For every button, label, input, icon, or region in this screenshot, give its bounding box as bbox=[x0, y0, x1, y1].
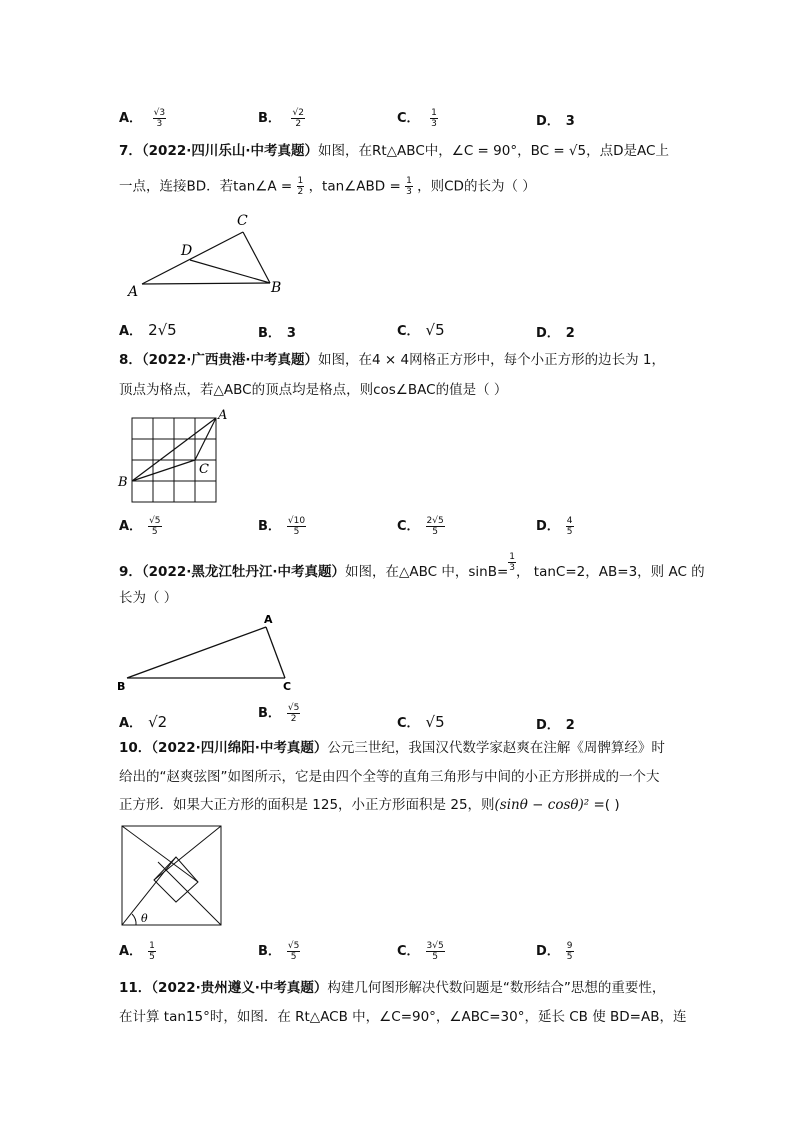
side-ac bbox=[142, 232, 243, 284]
q7-option-a[interactable]: A． 2√5 bbox=[119, 321, 177, 339]
label-b: B bbox=[117, 680, 126, 692]
label-b: B bbox=[271, 280, 282, 296]
label-d: D bbox=[181, 243, 193, 259]
fraction: $\frac{1}{2}$ bbox=[297, 176, 304, 197]
label-a: A bbox=[264, 613, 273, 626]
q8-option-d[interactable]: D． $\frac{4}{5}$ bbox=[536, 516, 573, 537]
side-ab bbox=[142, 283, 270, 284]
q10-line-2: 给出的“赵爽弦图”如图所示，它是由四个全等的直角三角形与中间的小正方形拼成的一个大 bbox=[119, 769, 660, 785]
label-a: A bbox=[218, 408, 228, 423]
label-c: C bbox=[237, 213, 248, 229]
q7-line-1: 7．（2022·四川乐山·中考真题）如图，在Rt△ABC中，∠C = 90°，BC = √5，点D是AC上 bbox=[119, 143, 669, 159]
q9-triangle-figure bbox=[115, 610, 305, 692]
q9-option-a[interactable]: A． √2 bbox=[119, 713, 168, 731]
angle-arc bbox=[132, 914, 136, 925]
q11-line-1: 11．（2022·贵州遵义·中考真题）构建几何图形解决代数问题是“数形结合”思想的重要性， bbox=[119, 980, 666, 996]
label-theta: θ bbox=[141, 912, 148, 925]
q10-option-d[interactable]: D． $\frac{9}{5}$ bbox=[536, 941, 573, 962]
q8-line-2: 顶点为格点，若△ABC的顶点均是格点，则cos∠BAC的值是（ ） bbox=[119, 382, 508, 398]
fraction: $\frac{√3}{3}$ bbox=[153, 108, 166, 129]
q10-option-b[interactable]: B． $\frac{√5}{5}$ bbox=[258, 941, 300, 962]
side-cb bbox=[243, 232, 270, 283]
q11-line-2: 在计算 tan15°时，如图．在 Rt△ACB 中，∠C=90°，∠ABC=30°，延长 CB 使 BD=AB，连 bbox=[119, 1009, 687, 1025]
side-ba bbox=[127, 627, 266, 678]
q9-option-d[interactable]: D． 2 bbox=[536, 718, 575, 733]
q6-option-a[interactable]: A． $\frac{√3}{3}$ bbox=[119, 108, 166, 129]
q7-option-d[interactable]: D． 2 bbox=[536, 326, 575, 341]
q7-option-c[interactable]: C． √5 bbox=[397, 321, 445, 339]
label-c: C bbox=[283, 680, 292, 692]
q9-line-1: 9．（2022·黑龙江牡丹江·中考真题）如图，在△ABC 中，sinB= $\frac{1}{3}$ ， tanC=2，AB=3，则 AC 的 bbox=[119, 552, 705, 580]
q10-line-3: 正方形．如果大正方形的面积是 125，小正方形面积是 25，则(sinθ − cosθ)² =( ) bbox=[119, 797, 620, 813]
q10-option-a[interactable]: A． $\frac{1}{5}$ bbox=[119, 941, 155, 962]
label-c: C bbox=[199, 462, 209, 477]
grid bbox=[132, 418, 216, 502]
label-a: A bbox=[128, 284, 139, 300]
q7-line-2: 一点，连接BD．若tan∠A = $\frac{1}{2}$ ，tan∠ABD = $\frac{1}{3}$ ，则CD的长为（ ） bbox=[119, 176, 536, 197]
q6-option-d[interactable]: D． 3 bbox=[536, 114, 575, 129]
fraction: $\frac{√2}{2}$ bbox=[292, 108, 304, 129]
q6-option-b[interactable]: B． $\frac{√2}{2}$ bbox=[258, 108, 304, 129]
q9-line-2: 长为（ ） bbox=[119, 590, 178, 606]
q7-option-b[interactable]: B． 3 bbox=[258, 326, 296, 341]
q10-line-1: 10．（2022·四川绵阳·中考真题）公元三世纪，我国汉代数学家赵爽在注解《周髀算经》时 bbox=[119, 740, 665, 756]
q8-line-1: 8．（2022·广西贵港·中考真题）如图，在4 × 4网格正方形中，每个小正方形的边长为 1， bbox=[119, 352, 665, 368]
side-ac bbox=[266, 627, 285, 678]
q7-triangle-figure bbox=[120, 208, 300, 300]
fraction: $\frac{1}{3}$ bbox=[431, 108, 437, 129]
q10-option-c[interactable]: C． $\frac{3√5}{5}$ bbox=[397, 941, 444, 962]
segment-bd bbox=[190, 260, 270, 283]
fraction: $\frac{1}{3}$ bbox=[406, 176, 412, 197]
q9-option-b[interactable]: B． $\frac{√5}{2}$ bbox=[258, 703, 300, 724]
q10-zhao-shuang-figure bbox=[118, 822, 226, 930]
q8-option-b[interactable]: B． $\frac{√10}{5}$ bbox=[258, 516, 306, 537]
q8-option-c[interactable]: C． $\frac{2√5}{5}$ bbox=[397, 516, 444, 537]
q8-option-a[interactable]: A． $\frac{√5}{5}$ bbox=[119, 516, 161, 537]
q6-option-c[interactable]: C． $\frac{1}{3}$ bbox=[397, 108, 437, 129]
q9-option-c[interactable]: C． √5 bbox=[397, 713, 445, 731]
label-b: B bbox=[118, 475, 128, 490]
q8-grid-figure bbox=[115, 405, 235, 505]
